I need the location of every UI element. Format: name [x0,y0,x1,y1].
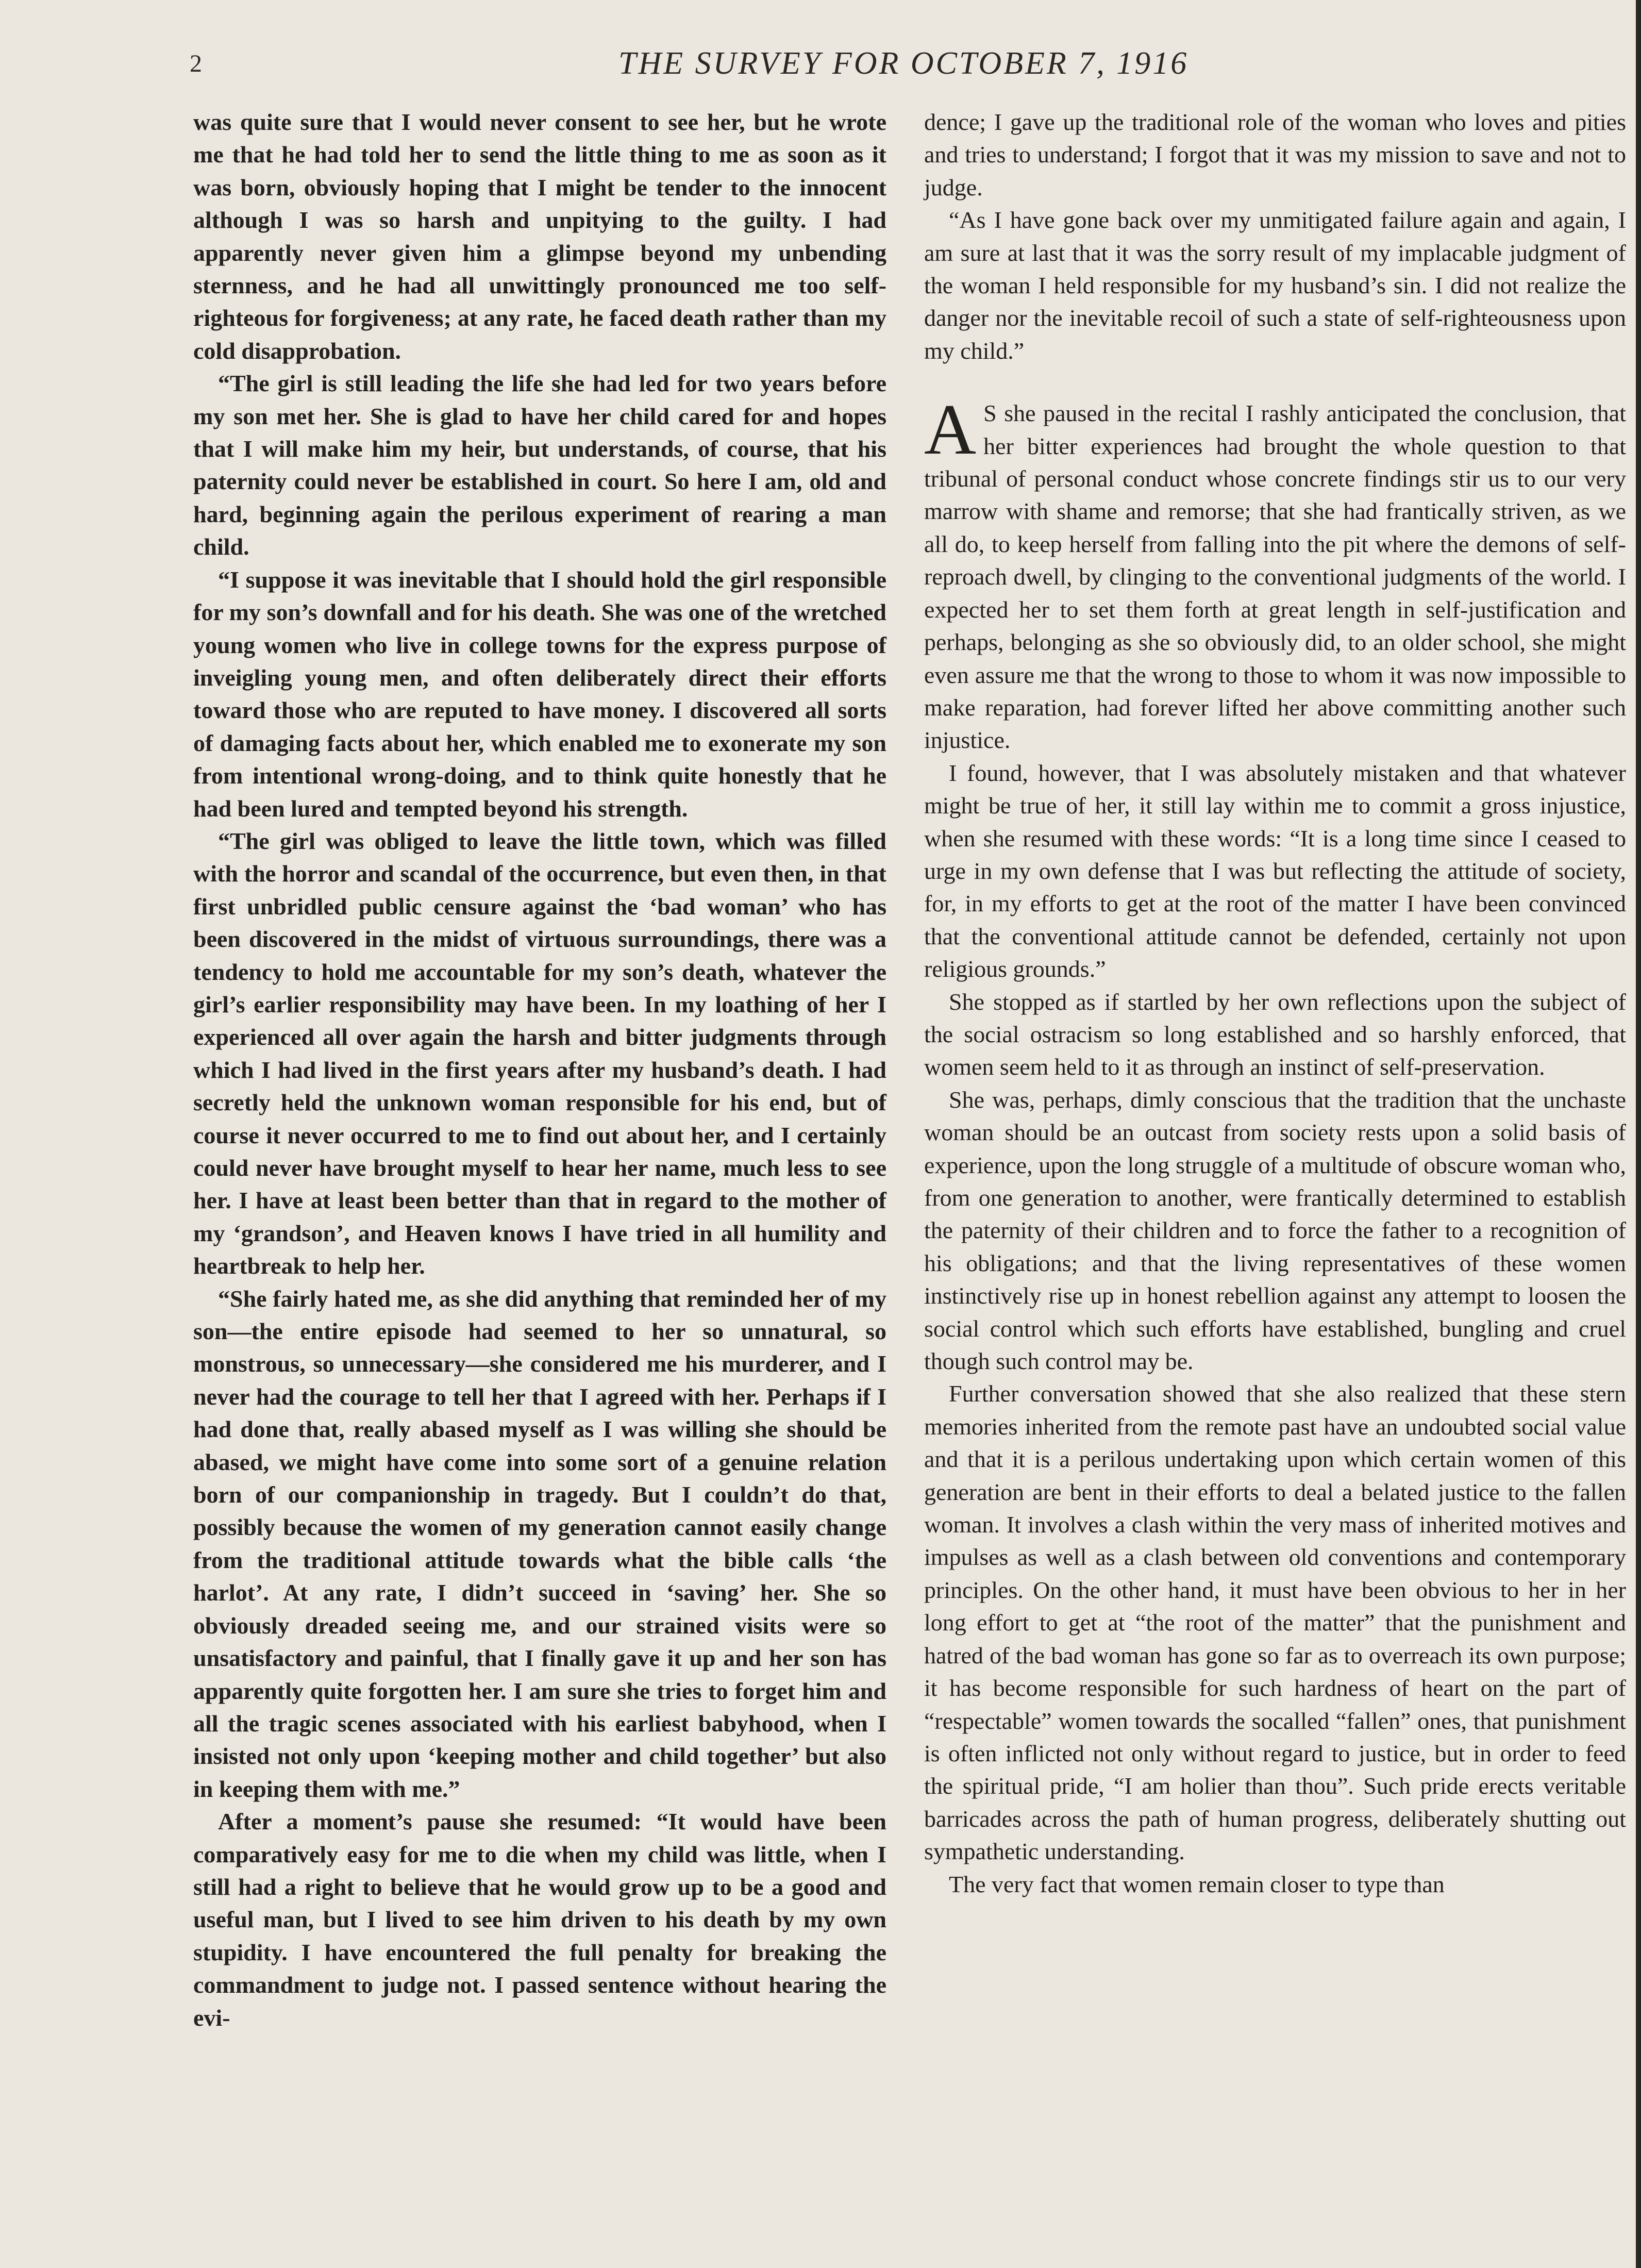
paragraph: dence; I gave up the traditional role of the woman who loves and pities and tries to understand; I forgot that it was my mission to save and not to judge. [924,109,1626,201]
paragraph: After a moment’s pause she resumed: “It would have been comparatively easy for me to die when my child was little, when I still had a right to believe that he would grow up to be a good and useful man, but I lived to see him driven to his death by my own stupidity. I have encountered the full penalty for breaking the commandment to judge not. I passed sentence without hearing the evi- [193,1808,886,2031]
section-opening-paragraph [924,390,1626,756]
paragraph: “The girl was obliged to leave the little town, which was filled with the horror and scandal of the occurrence, but even then, in that first unbridled public censure against the ‘bad woman’ who has been discovered in the midst of virtuous surroundings, there was a tendency to hold me accountable for my son’s death, whatever the girl’s earlier responsibility may have been. In my loathing of her I experienced all over again the harsh and bitter judgments through which I had lived in the first years after my husband’s death. I had secretly held the unknown woman responsible for his end, but of course it never occurred to me to find out about her, and I certainly could never have brought myself to hear her name, much less to see her. I have at least been better than that in regard to the mother of my ‘grandson’, and Heaven knows I have tried in all humility and heartbreak to help her. [193,827,886,1279]
paragraph: She stopped as if startled by her own reflections upon the subject of the social ostracism so long established and so harshly enforced, that women seem held to it as through an instinct of self-preservation. [924,988,1626,1080]
page-number: 2 [190,50,202,77]
paragraph: “The girl is still leading the life she had led for two years before my son met her. She is glad to have her child cared for and hopes that I will make him my heir, but understands, of course, that his paternity could never be established in court. So here I am, old and hard, beginning again the perilous experiment of rearing a man child. [193,370,886,560]
paragraph: “As I have gone back over my unmitigated failure again and again, I am sure at last that it was the sorry result of my implacable judgment of the woman I held responsible for my husband’s sin. I did not realize the danger nor the inevitable recoil of such a state of self-righteousness upon my child.” [924,207,1626,364]
right-column [924,106,1626,1900]
paragraph: “I suppose it was inevitable that I should hold the girl responsible for my son’s downfall and for his death. She was one of the wretched young women who live in college towns for the express purpose of inveigling young men, and often deliberately direct their efforts toward those who are reputed to have money. I discovered all sorts of damaging facts about her, which enabled me to exonerate my son from intentional wrong-doing, and to think quite honestly that he had been lured and tempted beyond his strength. [193,566,886,822]
paragraph: “She fairly hated me, as she did anything that reminded her of my son—the entire episode had seemed to her so unnatural, so monstrous, so unnecessary—she considered me his murderer, and I never had the courage to tell her that I agreed with her. Perhaps if I had done that, really abased myself as I was willing she should be abased, we might have come into some sort of a genuine relation born of our companionship in tragedy. But I couldn’t do that, possibly because the women of my generation cannot easily change from the traditional attitude towards what the bible calls ‘the harlot’. At any rate, I didn’t succeed in ‘saving’ her. She so obviously dreaded seeing me, and our strained visits were so unsatisfactory and painful, that I finally gave it up and her son has apparently quite forgotten her. I am sure she tries to forget him and all the tragic scenes associated with his earliest babyhood, when I insisted not only upon ‘keeping mother and child together’ but also in keeping them with me.” [193,1285,886,1802]
drop-cap: A [924,390,977,470]
running-title: THE SURVEY FOR OCTOBER 7, 1916 [618,46,1189,81]
left-column [193,106,886,2034]
page-edge-border [1636,0,1641,2268]
paragraph: She was, perhaps, dimly conscious that the tradition that the unchaste woman should be an outcast from society rests upon a solid basis of experience, upon the long struggle of a multitude of obscure woman who, from one generation to another, were frantically determined to establish the paternity of their children and to force the father to a recognition of his obligations; and that the living representatives of these women instinctively rise up in honest rebellion against any attempt to loosen the social control which such efforts have established, bungling and cruel though such control may be. [924,1086,1626,1375]
page-header [0,45,1641,92]
paragraph: was quite sure that I would never consent to see her, but he wrote me that he had told her to send the little thing to me as soon as it was born, obviously hoping that I might be tender to the innocent although I was so harsh and unpitying to the guilty. I had apparently never given him a glimpse beyond my unbending sternness, and he had all unwittingly pronounced me too self-righteous for forgiveness; at any rate, he faced death rather than my cold disapprobation. [193,109,886,364]
paragraph: The very fact that women remain closer to type than [949,1871,1445,1897]
section-opening-text: S she paused in the recital I rashly anticipated the conclusion, that her bitter experiences had brought the whole question to that tribunal of personal conduct whose concrete findings stir us to our very marrow with shame and remorse; that she had frantically striven, as we all do, to keep herself from falling into the pit where the demons of self-reproach dwell, by clinging to the conventional judgments of the world. I expected her to set them forth at great length in self-justification and perhaps, belonging as she so obviously did, to an older school, she might even assure me that the wrong to those to whom it was now impossible to make reparation, had forever lifted her above committing another such injustice. [924,400,1626,754]
paragraph: Further conversation showed that she also realized that these stern memories inherited from the remote past have an undoubted social value and that it is a perilous undertaking upon which certain women of this generation are bent in their efforts to deal a belated justice to the fallen woman. It involves a clash within the very mass of inherited motives and impulses as well as a clash between old conventions and contemporary principles. On the other hand, it must have been obvious to her in her long effort to get at “the root of the matter” that the punishment and hatred of the bad woman has gone so far as to overreach its own purpose; it has become responsible for such hardness of heart on the part of “respectable” women towards the socalled “fallen” ones, that punishment is often inflicted not only without regard to justice, but in order to feed the spiritual pride, “I am holier than thou”. Such pride erects veritable barricades across the path of human progress, deliberately shutting out sympathetic understanding. [924,1380,1626,1865]
paragraph: I found, however, that I was absolutely mistaken and that whatever might be true of her, it still lay within me to commit a gross injustice, when she resumed with these words: “It is a long time since I ceased to urge in my own defense that I was but reflecting the attitude of society, for, in my efforts to get at the root of the matter I have been convinced that the conventional attitude cannot be defended, certainly not upon religious grounds.” [924,759,1626,982]
